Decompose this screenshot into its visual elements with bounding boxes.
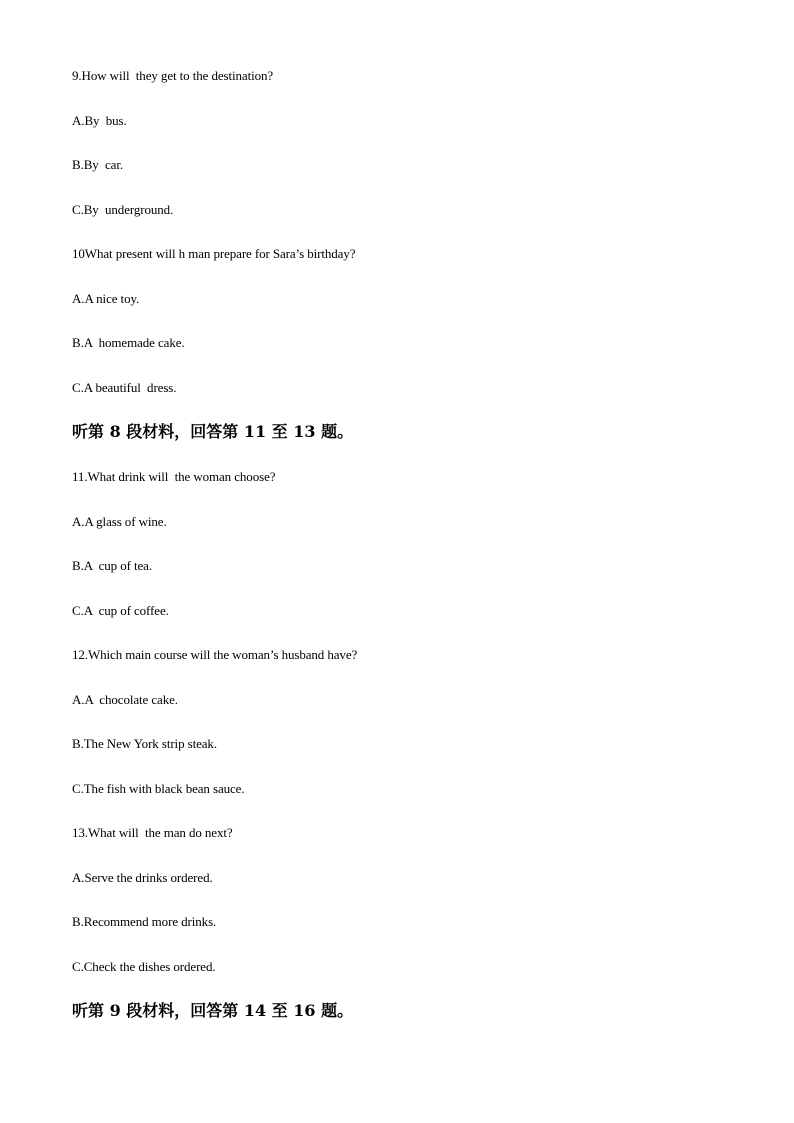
question-13-prompt: 13.What will the man do next? xyxy=(72,825,233,840)
question-11-option-c: C.A cup of coffee. xyxy=(72,603,169,618)
section-8-heading: 听第 8 段材料，回答第 11 至 13 题。 xyxy=(72,422,354,441)
question-13-option-a: A.Serve the drinks ordered. xyxy=(72,870,213,885)
question-12-option-b: B.The New York strip steak. xyxy=(72,736,217,751)
question-10-option-b: B.A homemade cake. xyxy=(72,335,185,350)
question-9-option-a: A.By bus. xyxy=(72,113,127,128)
question-11-prompt: 11.What drink will the woman choose? xyxy=(72,469,276,484)
question-10-option-c: C.A beautiful dress. xyxy=(72,380,177,395)
question-9-prompt: 9.How will they get to the destination? xyxy=(72,68,274,83)
question-12-prompt: 12.Which main course will the woman’s husband have? xyxy=(72,647,358,662)
question-11-option-b: B.A cup of tea. xyxy=(72,558,152,573)
question-10-option-a: A.A nice toy. xyxy=(72,291,140,306)
question-11-option-a: A.A glass of wine. xyxy=(72,514,167,529)
question-12-option-c: C.The fish with black bean sauce. xyxy=(72,781,245,796)
question-9-option-b: B.By car. xyxy=(72,157,123,172)
question-13-option-c: C.Check the dishes ordered. xyxy=(72,959,216,974)
section-9-heading: 听第 9 段材料，回答第 14 至 16 题。 xyxy=(72,1001,354,1020)
question-10-prompt: 10What present will h man prepare for Sara’s birthday? xyxy=(72,246,356,261)
question-9-option-c: C.By underground. xyxy=(72,202,174,217)
question-13-option-b: B.Recommend more drinks. xyxy=(72,914,217,929)
question-12-option-a: A.A chocolate cake. xyxy=(72,692,178,707)
